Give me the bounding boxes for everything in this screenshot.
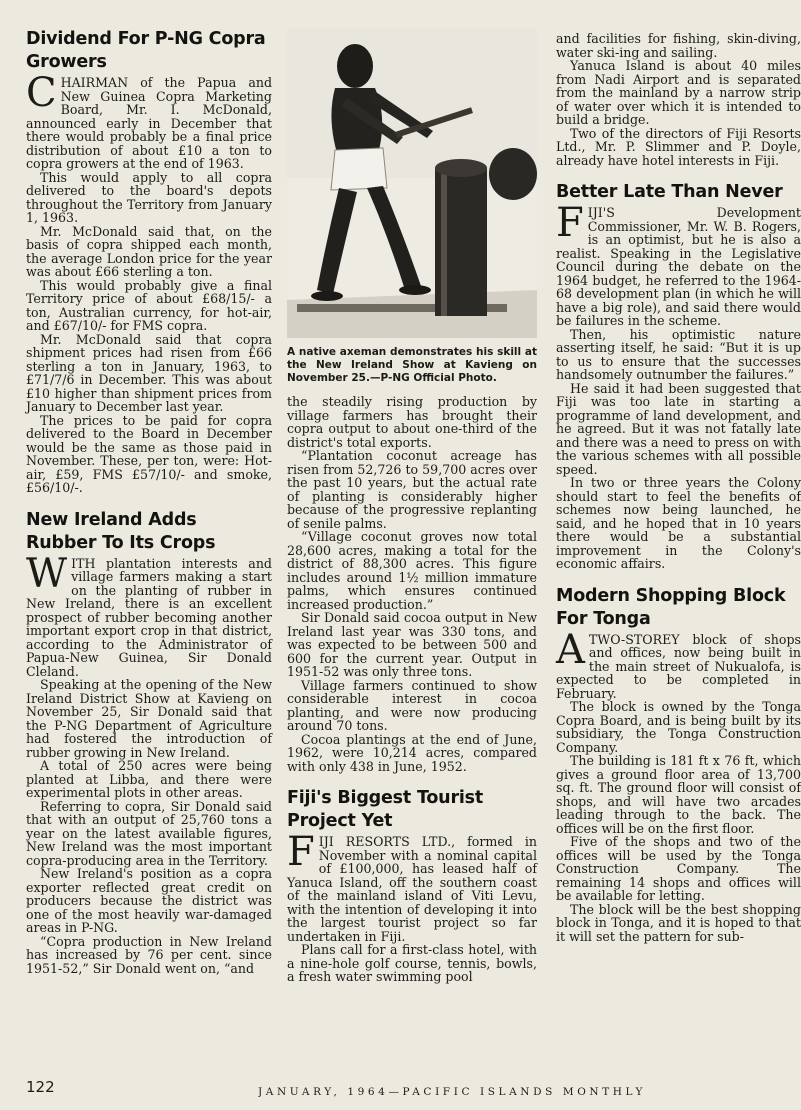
article-tonga-shopping bbox=[556, 585, 801, 944]
body-paragraph: The block will be the best shopping block in Tonga, and it is hoped to that it will set the pattern for sub- bbox=[556, 901, 801, 944]
body-paragraph: This would probably give a final Territory price of about £68/15/- a ton, Australian currency, for hot-air, and £67/10/- for FMS copra. bbox=[26, 277, 272, 333]
body-paragraph: and facilities for fishing, skin-diving, water ski-ing and sailing. bbox=[556, 31, 801, 60]
body-paragraph: The block is owned by the Tonga Copra Board, and is being built by its subsidiary, the Tonga Construction Company. bbox=[556, 699, 801, 755]
body-paragraph: Sir Donald said cocoa output in New Ireland last year was 330 tons, and was expected to be between 500 and 600 for the current year. Output in 1951-52 was only three tons. bbox=[287, 610, 537, 679]
column-3 bbox=[556, 32, 801, 943]
drop-cap: F bbox=[556, 200, 584, 246]
body-paragraph: He said it had been suggested that Fiji was too late in starting a programme of land development, and he agreed. But it was not fatally late and there was a need to press on with the various schemes with all possible speed. bbox=[556, 380, 801, 477]
body-paragraph: Then, his optimistic nature asserting itself, he said: “But it is up to us to ensure that the successes handsomely outnumber the failures.” bbox=[556, 326, 801, 382]
body-paragraph: Five of the shops and two of the offices will be used by the Tonga Construction Company. The remaining 14 shops and offices will be available for letting. bbox=[556, 834, 801, 903]
headline: Fiji's Biggest Tourist Project Yet bbox=[287, 788, 484, 831]
drop-cap: F bbox=[287, 829, 315, 875]
body-paragraph: ATWO-STOREY block of shops and offices, now being built in the main street of Nukualofa, is expected to be completed in February. bbox=[556, 626, 801, 701]
drop-cap: A bbox=[556, 626, 585, 673]
body-paragraph: Referring to copra, Sir Donald said that with an output of 25,760 tons a year on the latest available figures, New Ireland was the most important copra-producing area in the Territory. bbox=[26, 798, 272, 868]
headline: New Ireland Adds Rubber To Its Crops bbox=[26, 509, 216, 553]
body-paragraph: Speaking at the opening of the New Ireland District Show at Kavieng on November 25, Sir Donald said that the P-NG Department of Agriculture had fostered the introduction of rubber growing in New Ireland. bbox=[26, 677, 272, 760]
column-1 bbox=[26, 28, 272, 975]
body-paragraph: “Plantation coconut acreage has risen from 52,726 to 59,700 acres over the past 10 years, but the actual rate of planting is considerably higher because of the progressive replanting of senile palms. bbox=[287, 448, 537, 531]
article-fiji-tourist-continued bbox=[556, 32, 801, 167]
body-paragraph: CHAIRMAN of the Papua and New Guinea Copra Marketing Board, Mr. I. McDonald, announced early in December that there would probably be a final price distribution of about £10 a ton to copra growers at the end of 1963. bbox=[26, 70, 272, 171]
body-paragraph: FIJI'S Development Commissioner, Mr. W. B. Rogers, is an optimist, but he is also a realist. Speaking in the Legislative Council during the debate on the 1964 budget, he referred to the 1964-68 development plan (in which he will have a big role), and said there would be failures in the scheme. bbox=[556, 200, 801, 328]
body-paragraph: The prices to be paid for copra delivered to the Board in December would be the same as those paid in November. These, per ton, were: Hot-air, £59, FMS £57/10/- and smoke, £56/10/-. bbox=[26, 412, 272, 495]
running-footer: JANUARY, 1964—PACIFIC ISLANDS MONTHLY bbox=[258, 1086, 646, 1098]
body-paragraph: FIJI RESORTS LTD., formed in November with a nominal capital of £100,000, has leased half of Yanuca Island, off the southern coast of the mainland island of Viti Levu, with the intention of developing it into the largest tourist project so far undertaken in Fiji. bbox=[287, 829, 537, 944]
body-paragraph: WITH plantation interests and village farmers making a start on the planting of rubber in New Ireland, there is an excellent prospect of rubber becoming another important export crop in that district, according to the Administrator of Papua-New Guinea, Sir Donald Cleland. bbox=[26, 550, 272, 679]
body-paragraph: Cocoa plantings at the end of June, 1962, were 10,214 acres, compared with only 438 in June, 1952. bbox=[287, 731, 537, 774]
body-paragraph: “Copra production in New Ireland has increased by 76 per cent. since 1951-52,” Sir Donald went on, “and bbox=[26, 933, 272, 976]
article-new-ireland bbox=[26, 509, 272, 976]
body-paragraph: Plans call for a first-class hotel, with a nine-hole golf course, tennis, bowls, a fresh water swimming pool bbox=[287, 942, 537, 984]
body-paragraph: the steadily rising production by village farmers has brought their copra output to about one-third of the district's total exports. bbox=[287, 394, 537, 450]
body-paragraph: Two of the directors of Fiji Resorts Ltd., Mr. P. Slimmer and P. Doyle, already have hotel interests in Fiji. bbox=[556, 125, 801, 168]
body-paragraph: This would apply to all copra delivered to the board's depots throughout the Territory from January 1, 1963. bbox=[26, 169, 272, 225]
body-paragraph: Mr. McDonald said that, on the basis of copra shipped each month, the average London price for the year was about £66 sterling a ton. bbox=[26, 223, 272, 279]
body-paragraph: Village farmers continued to show considerable interest in cocoa planting, and were now producing around 70 tons. bbox=[287, 677, 537, 733]
page-number: 122 bbox=[26, 1078, 55, 1096]
body-paragraph: Yanuca Island is about 40 miles from Nadi Airport and is separated from the mainland by a narrow strip of water over which it is intended to build a bridge. bbox=[556, 58, 801, 127]
article-new-ireland-continued bbox=[287, 395, 537, 773]
axeman-photo bbox=[287, 28, 537, 338]
column-2 bbox=[287, 28, 537, 984]
drop-cap: W bbox=[26, 550, 68, 597]
drop-cap: C bbox=[26, 70, 57, 116]
headline: Dividend For P-NG Copra Growers bbox=[26, 29, 266, 72]
body-paragraph: A total of 250 acres were being planted at Libba, and there were experimental plots in other areas. bbox=[26, 758, 272, 800]
axeman-illustration bbox=[287, 28, 537, 338]
headline: Modern Shopping Block For Tonga bbox=[556, 585, 786, 629]
body-paragraph: New Ireland's position as a copra exporter reflected great credit on producers because the district was one of the most heavily war-damaged areas in P-NG. bbox=[26, 866, 272, 935]
body-paragraph: The building is 181 ft x 76 ft, which gives a ground floor area of 13,700 sq. ft. The ground floor will consist of shops, and will have two arcades leading through to the back. The offices will be on the first floor. bbox=[556, 753, 801, 836]
article-fiji-tourist bbox=[287, 787, 537, 984]
article-dividend bbox=[26, 28, 272, 495]
body-paragraph: “Village coconut groves now total 28,600 acres, making a total for the district of 88,300 acres. This figure includes around 1½ million immature palms, which ensures continued increased production.” bbox=[287, 529, 537, 612]
body-paragraph: In two or three years the Colony should start to feel the benefits of schemes now being launched, he said, and he hoped that in 10 years there would be a substantial improvement in the Colony's economic affairs. bbox=[556, 475, 801, 571]
article-better-late bbox=[556, 181, 801, 571]
headline: Better Late Than Never bbox=[556, 182, 783, 202]
photo-caption: A native axeman demonstrates his skill at the New Ireland Show at Kavieng on November 25.—P-NG Official Photo. bbox=[287, 346, 537, 384]
body-paragraph: Mr. McDonald said that copra shipment prices had risen from £66 sterling a ton in January, 1963, to £71/7/6 in December. This was about £10 higher than shipment prices from January to December last year. bbox=[26, 331, 272, 414]
